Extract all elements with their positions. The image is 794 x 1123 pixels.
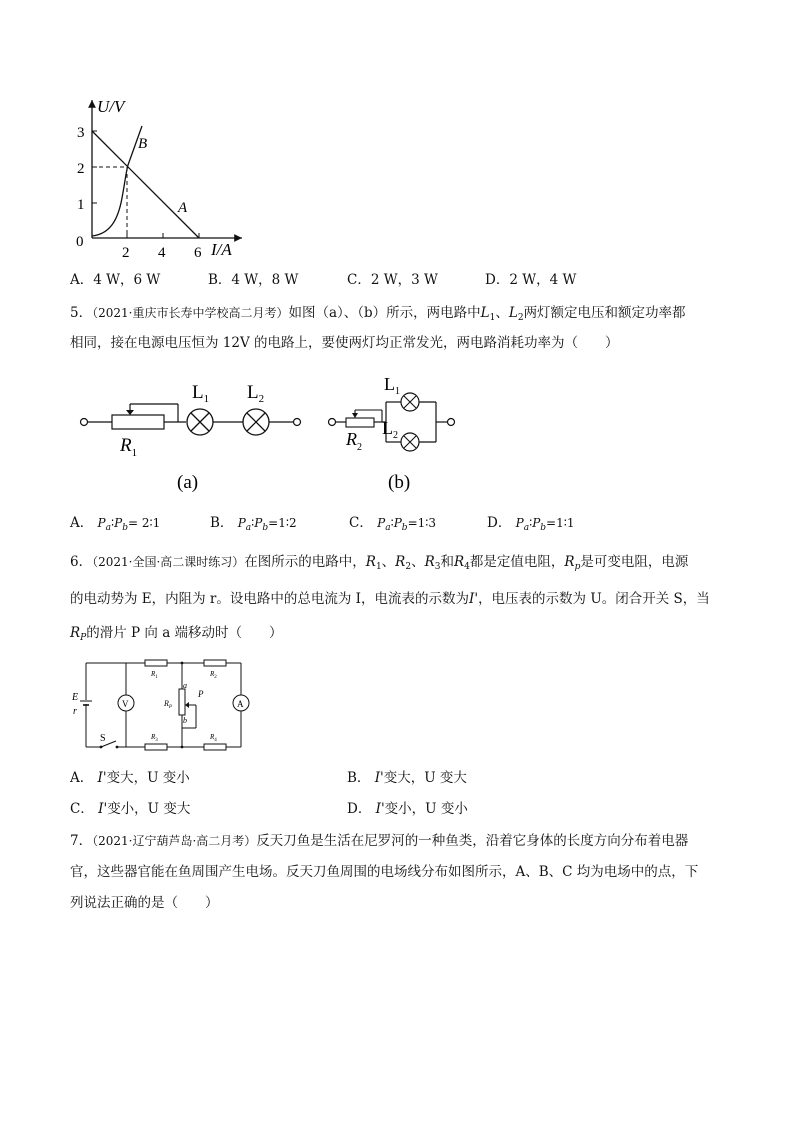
svg-text:R2: $R_2$ — [210, 670, 217, 680]
svg-text:RP: $R_P$ — [164, 699, 172, 710]
svg-text:L2: $L_2$ — [247, 382, 265, 405]
q4-option-b[interactable]: B．4 W，8 W — [208, 272, 299, 288]
q5-option-c[interactable]: C． $P_a∶P_b=1∶3$ — [349, 515, 437, 533]
y-tick-3: 3 — [77, 125, 85, 141]
curve-b — [92, 126, 142, 236]
svg-text:L1: $L_1$ — [192, 382, 210, 405]
y-tick-1: 1 — [77, 197, 85, 213]
q6-line3: $R_P$的滑片 P 向 a 端移动时（ ） — [70, 625, 283, 643]
x-axis-label: I/A — [211, 240, 232, 259]
svg-text:L1: $L_1$ — [384, 374, 400, 397]
circuit-q6 — [70, 655, 270, 755]
q6-option-d[interactable]: D． I'变小，U 变小 — [347, 801, 468, 817]
svg-text:S: S — [100, 733, 106, 744]
q7-line1: 7．（2021·辽宁葫芦岛·高二月考）反天刀鱼是生活在尼罗河的一种鱼类，沿着它身体的长度方向分布着电器 — [70, 833, 689, 849]
origin-label: 0 — [76, 234, 84, 250]
q5-option-a[interactable]: A． $P_a∶P_b=$ 2∶1 — [70, 515, 161, 533]
svg-text:R2: $R_2$ — [346, 429, 362, 453]
x-tick-2: 2 — [122, 245, 130, 261]
q6-option-c[interactable]: C． I'变小，U 变大 — [70, 801, 191, 817]
svg-text:R4: $R_4$ — [210, 733, 217, 743]
y-tick-2: 2 — [77, 161, 85, 177]
resistor-r3 — [145, 744, 167, 750]
svg-text:L2: $L_2$ — [382, 418, 398, 441]
resistor-r4 — [204, 744, 226, 750]
q6-line1: 6．（2021·全国·高二课时练习）在图所示的电路中，$R_1$、$R_2$、$R_3$和$R_4$都是定值电阻，$R_p$是可变电阻，电源 — [70, 554, 689, 572]
caption-b: (b) — [388, 472, 411, 493]
svg-text:A: A — [237, 699, 244, 709]
circuit-b — [320, 370, 480, 495]
svg-text:b: b — [183, 716, 187, 725]
resistor-r1 — [145, 660, 167, 666]
rheostat-rp — [179, 689, 185, 715]
rheostat-r2 — [346, 418, 374, 427]
caption-a: (a) — [177, 472, 199, 493]
q6-option-a[interactable]: A． I'变大，U 变小 — [70, 770, 190, 786]
q7-line3: 列说法正确的是（ ） — [70, 895, 219, 911]
q4-option-a[interactable]: A．4 W，6 W — [70, 272, 161, 288]
svg-text:E: E — [72, 692, 79, 703]
q6-option-b[interactable]: B． I'变大，U 变大 — [347, 770, 467, 786]
q5-option-b[interactable]: B． $P_a∶P_b=1∶2$ — [210, 515, 297, 533]
u-i-graph — [70, 90, 290, 265]
rheostat-r1 — [112, 415, 164, 429]
svg-text:V: V — [122, 699, 129, 709]
x-tick-4: 4 — [158, 245, 166, 261]
svg-text:R1: $R_1$ — [151, 670, 158, 680]
circuit-a — [70, 370, 320, 495]
svg-text:R3: $R_3$ — [151, 733, 158, 743]
svg-text:P: P — [198, 689, 204, 699]
x-tick-6: 6 — [194, 245, 202, 261]
q4-option-d[interactable]: D．2 W，4 W — [485, 272, 577, 288]
line-a-label: A — [178, 200, 188, 216]
svg-text:R1: $R_1$ — [120, 435, 138, 459]
svg-text:a: a — [183, 681, 187, 690]
svg-text:r: r — [73, 706, 77, 717]
curve-b-label: B — [138, 136, 148, 152]
q5-line1: 5．（2021·重庆市长寿中学校高二月考）如图（a）、（b）所示，两电路中$L_1$、$L_2$两灯额定电压和额定功率都 — [70, 305, 686, 323]
q5-line2: 相同，接在电源电压恒为 12V 的电路上，要使两灯均正常发光，两电路消耗功率为（ ） — [70, 335, 619, 351]
y-axis-label: U/V — [97, 97, 125, 116]
resistor-r2 — [204, 660, 226, 666]
q6-line2: 的电动势为 E，内阻为 r。设电路中的总电流为 I，电流表的示数为I'，电压表的示数为 U。闭合开关 S，当 — [70, 591, 710, 607]
q7-line2: 官，这些器官能在鱼周围产生电场。反天刀鱼周围的电场线分布如图所示，A、B、C 均为电场中的点，下 — [70, 864, 699, 880]
q5-option-d[interactable]: D． $P_a∶P_b=1∶1$ — [487, 515, 575, 533]
q4-option-c[interactable]: C．2 W，3 W — [347, 272, 438, 288]
